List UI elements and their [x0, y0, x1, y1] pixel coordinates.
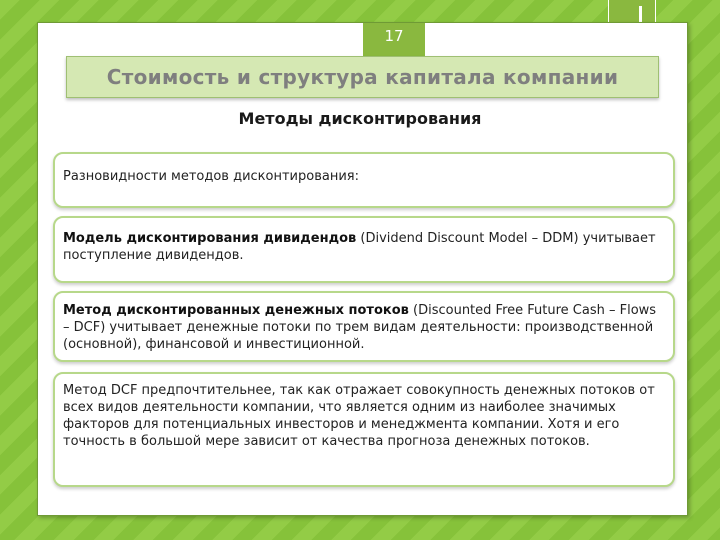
slide-title: Стоимость и структура капитала компании [106, 65, 619, 89]
text-card-conclusion [53, 372, 675, 487]
text-card-variants [53, 152, 675, 208]
card-text: Метод DCF предпочтительнее, так как отражает совокупность денежных потоков от всех видов деятельности компании, что является одним из наиболее значимых факторов для потенциальных инвесторов и менеджмента компании. Хотя и его точность в большой мере зависит от качества прогноза денежных потоков. [63, 383, 655, 449]
card-text: (Discounted Free Future Cash – Flows – DCF) учитывает денежные потоки по трем видам деятельности: производственной (основной), финансовой и инвестиционной. [63, 303, 657, 352]
title-banner [66, 56, 659, 98]
card-heading: Модель дисконтирования дивидендов [63, 231, 357, 246]
card-text: (Dividend Discount Model – DDM) учитывает поступление дивидендов. [63, 231, 656, 263]
card-text: Разновидности методов дисконтирования: [63, 169, 359, 184]
slide-number: 17 [363, 23, 425, 66]
card-heading: Метод дисконтированных денежных потоков [63, 303, 409, 318]
text-card-dcf [53, 291, 675, 362]
text-card-ddm [53, 216, 675, 283]
slide-subtitle: Методы дисконтирования [238, 109, 482, 128]
